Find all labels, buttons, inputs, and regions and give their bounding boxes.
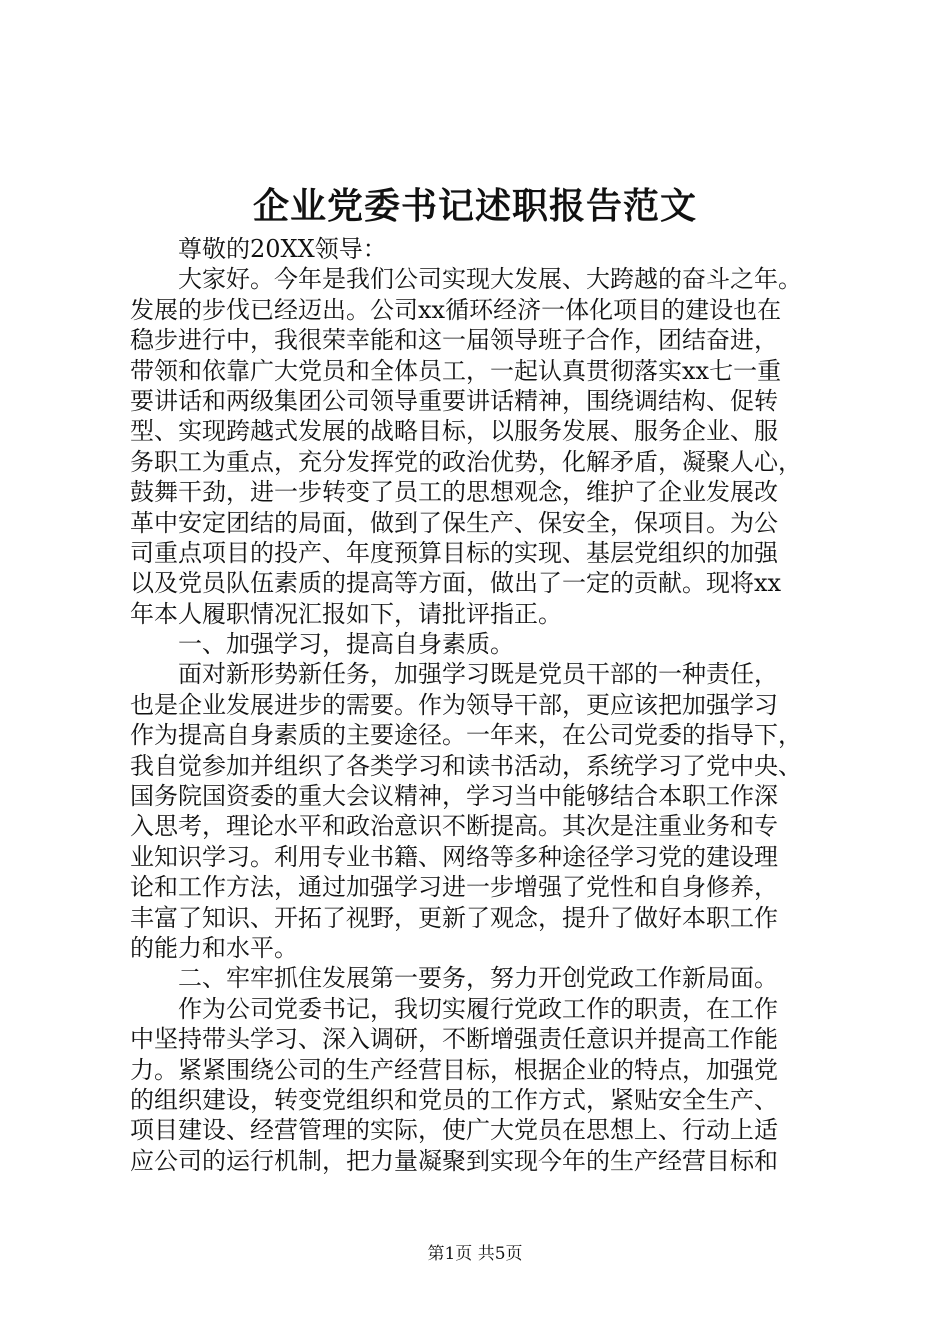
body-line: 业知识学习。利用专业书籍、网络等多种途径学习党的建设理 (130, 842, 778, 871)
body-line: 也是企业发展进步的需要。作为领导干部，更应该把加强学习 (130, 690, 778, 719)
body-line: 要讲话和两级集团公司领导重要讲话精神，围绕调结构、促转 (130, 386, 778, 415)
body-line: 大家好。今年是我们公司实现大发展、大跨越的奋斗之年。 (130, 265, 802, 294)
body-line: 以及党员队伍素质的提高等方面，做出了一定的贡献。现将xx (130, 569, 782, 598)
body-line: 稳步进行中，我很荣幸能和这一届领导班子合作，团结奋进， (130, 326, 778, 355)
body-line: 带领和依靠广大党员和全体员工，一起认真贯彻落实xx七一重 (130, 356, 782, 385)
body-line: 的组织建设，转变党组织和党员的工作方式，紧贴安全生产、 (130, 1085, 778, 1114)
body-line: 务职工为重点，充分发挥党的政治优势，化解矛盾，凝聚人心， (130, 447, 802, 476)
body-line: 论和工作方法，通过加强学习进一步增强了党性和自身修养， (130, 873, 778, 902)
body-line: 作为公司党委书记，我切实履行党政工作的职责，在工作 (130, 994, 778, 1023)
body-line: 国务院国资委的重大会议精神，学习当中能够结合本职工作深 (130, 782, 778, 811)
body-line: 型、实现跨越式发展的战略目标，以服务发展、服务企业、服 (130, 417, 778, 446)
body-line: 二、牢牢抓住发展第一要务，努力开创党政工作新局面。 (130, 964, 778, 993)
body-line: 项目建设、经营管理的实际，使广大党员在思想上、行动上适 (130, 1116, 778, 1145)
body-line: 力。紧紧围绕公司的生产经营目标，根据企业的特点，加强党 (130, 1055, 778, 1084)
body-line: 丰富了知识、开拓了视野，更新了观念，提升了做好本职工作 (130, 903, 778, 932)
body-line: 我自觉参加并组织了各类学习和读书活动，系统学习了党中央、 (130, 751, 802, 780)
body-line: 发展的步伐已经迈出。公司xx循环经济一体化项目的建设也在 (130, 295, 782, 324)
body-line: 作为提高自身素质的主要途径。一年来，在公司党委的指导下， (130, 721, 802, 750)
body-line: 年本人履职情况汇报如下，请批评指正。 (130, 599, 562, 628)
body-line: 一、加强学习，提高自身素质。 (130, 630, 514, 659)
body-line: 鼓舞干劲，进一步转变了员工的思想观念，维护了企业发展改 (130, 478, 778, 507)
page-footer: 第1页 共5页 (427, 1244, 523, 1264)
body-line: 革中安定团结的局面，做到了保生产、保安全，保项目。为公 (130, 508, 778, 537)
body-line: 中坚持带头学习、深入调研，不断增强责任意识并提高工作能 (130, 1025, 778, 1054)
body-line: 入思考，理论水平和政治意识不断提高。其次是注重业务和专 (130, 812, 778, 841)
body-line: 尊敬的20XX领导： (130, 235, 387, 263)
document-title: 企业党委书记述职报告范文 (252, 185, 697, 227)
body-line: 的能力和水平。 (130, 933, 298, 962)
document-body (130, 234, 830, 1176)
body-line: 应公司的运行机制，把力量凝聚到实现今年的生产经营目标和 (130, 1146, 778, 1175)
body-line: 司重点项目的投产、年度预算目标的实现、基层党组织的加强 (130, 538, 778, 567)
body-line: 面对新形势新任务，加强学习既是党员干部的一种责任， (130, 660, 778, 689)
